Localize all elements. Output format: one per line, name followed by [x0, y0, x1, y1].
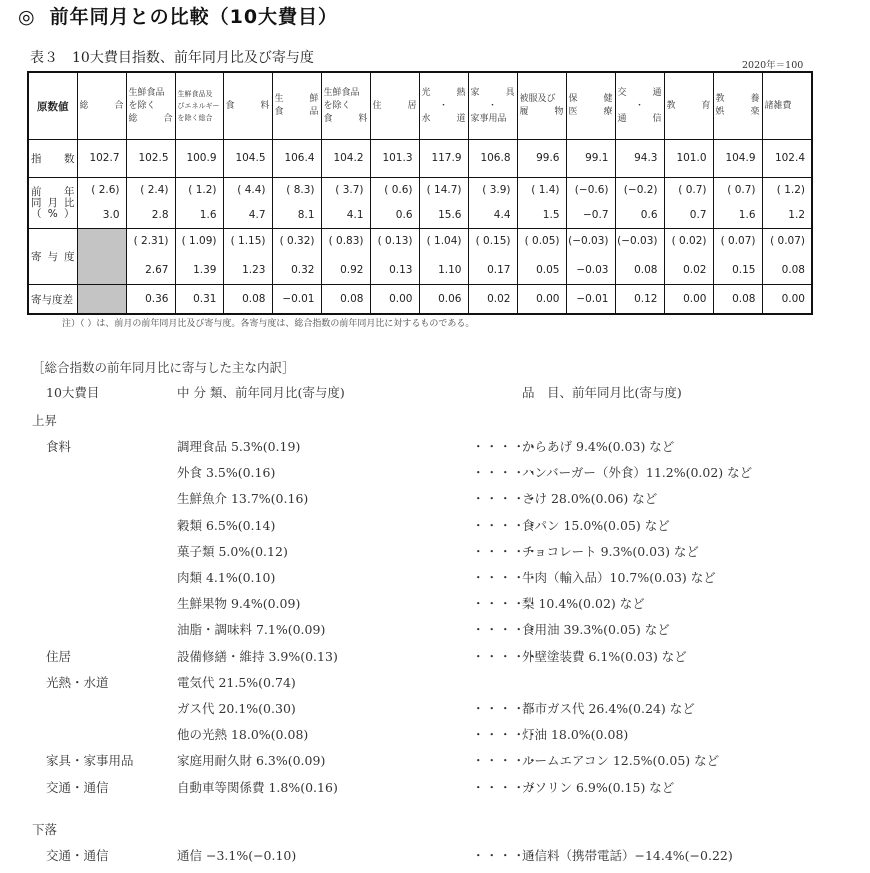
blank-cell	[77, 229, 126, 285]
contrib-diff-value: 0.12	[634, 293, 658, 305]
item-detail: ハンバーガー（外食）11.2%(0.02) など	[522, 465, 753, 481]
contrib-cell	[664, 229, 713, 285]
index-value: 106.8	[480, 152, 511, 164]
yoy-cell	[175, 178, 223, 229]
contrib-diff-cell	[762, 285, 812, 315]
mid-class-item: 家庭用耐久財 6.3%(0.09)	[177, 753, 326, 769]
item-detail: チョコレート 9.3%(0.03) など	[522, 543, 699, 559]
row-label-contrib: 寄 与 度	[28, 229, 77, 285]
yoy-cell	[468, 178, 517, 229]
contrib-diff-cell	[223, 285, 272, 315]
mid-class-item: 外食 3.5%(0.16)	[177, 465, 276, 481]
column-header-sogo	[77, 72, 126, 140]
mid-class-item: 調理食品 5.3%(0.19)	[177, 439, 301, 454]
yoy-value: 8.1	[297, 209, 315, 221]
contrib-prev-value: ( 0.05)	[524, 235, 560, 247]
contrib-prev-value: ( 0.83)	[328, 235, 364, 247]
contrib-prev-value: ( 0.02)	[671, 235, 707, 247]
item-detail: 通信料（携帯電話）−14.4%(−0.22)	[522, 848, 733, 863]
header-line: を除く	[128, 100, 156, 111]
contrib-diff-cell	[468, 285, 517, 315]
yoy-value: 1.5	[542, 209, 560, 221]
contrib-cell	[713, 229, 762, 285]
contrib-diff-cell	[321, 285, 370, 315]
contrib-value: 0.92	[340, 264, 364, 276]
column-header-clothing	[517, 72, 566, 140]
yoy-cell	[223, 178, 272, 229]
leader-dots: ・・・・・	[472, 465, 540, 481]
col-header-item: 品 目、前年同月比(寄与度)	[522, 385, 682, 400]
yoy-value: 1.6	[199, 209, 217, 221]
index-cell	[664, 140, 713, 178]
mid-class-item: ガス代 20.1%(0.30)	[177, 701, 296, 716]
yoy-prev-value: (−0.6)	[574, 184, 609, 196]
yoy-value: 15.6	[438, 209, 462, 221]
header-line: 生鮮食品及	[177, 90, 213, 98]
category-label: 交通・通信	[46, 779, 109, 795]
header-line: 総 合	[79, 100, 124, 111]
table-caption: 表３ 10大費目指数、前年同月比及び寄与度	[30, 50, 314, 66]
header-line: 生鮮食品	[323, 87, 360, 98]
index-value: 104.9	[725, 152, 756, 164]
header-line: 光 熱	[421, 87, 466, 98]
mid-class-item: 電気代 21.5%(0.74)	[177, 674, 296, 690]
yoy-value: 1.6	[738, 209, 756, 221]
index-cell	[126, 140, 175, 178]
mid-class-item: 通信 −3.1%(−0.10)	[177, 848, 297, 863]
row-label-line: 前 年	[31, 185, 75, 198]
leader-dots: ・・・・・	[472, 727, 540, 743]
leader-dots: ・・・・・	[472, 848, 540, 863]
contrib-diff-value: 0.00	[683, 293, 707, 305]
contrib-cell	[126, 229, 175, 285]
contrib-value: 2.67	[145, 264, 169, 276]
index-cell	[517, 140, 566, 178]
section-heading	[18, 2, 338, 29]
item-detail: ルームエアコン 12.5%(0.05) など	[522, 753, 720, 769]
column-header-education	[664, 72, 713, 140]
yoy-prev-value: ( 8.3)	[286, 184, 315, 196]
index-value: 106.4	[284, 152, 315, 164]
header-line: を除く総合	[177, 114, 213, 122]
row-label-index: 指 数	[28, 140, 77, 178]
contrib-diff-cell	[517, 285, 566, 315]
header-line: 住 居	[372, 100, 417, 111]
contrib-prev-value: ( 0.13)	[377, 235, 413, 247]
yoy-prev-value: ( 1.2)	[188, 184, 217, 196]
index-table	[27, 71, 813, 315]
index-cell	[468, 140, 517, 178]
mid-class-item: 設備修繕・維持 3.9%(0.13)	[177, 648, 338, 664]
header-line: 被服及び	[519, 94, 556, 104]
contrib-cell	[321, 229, 370, 285]
yoy-value: 0.6	[395, 209, 413, 221]
contrib-cell	[517, 229, 566, 285]
contrib-value: 1.39	[193, 264, 217, 276]
row-label-line: 同 月 比	[31, 196, 75, 209]
item-detail: 食パン 15.0%(0.05) など	[522, 517, 670, 533]
contrib-prev-value: ( 2.31)	[133, 235, 169, 247]
yoy-cell	[77, 178, 126, 229]
index-value: 117.9	[431, 152, 462, 164]
yoy-cell	[615, 178, 664, 229]
contrib-cell	[566, 229, 615, 285]
column-header-food_ex_fresh	[321, 72, 370, 140]
contrib-cell	[615, 229, 664, 285]
yoy-prev-value: ( 3.7)	[335, 184, 364, 196]
index-cell	[77, 140, 126, 178]
contrib-prev-value: ( 1.04)	[426, 235, 462, 247]
index-cell	[272, 140, 321, 178]
blank-cell	[77, 285, 126, 315]
yoy-cell	[517, 178, 566, 229]
yoy-value: 2.8	[151, 209, 169, 221]
contrib-prev-value: (−0.03)	[617, 235, 658, 247]
column-header-housing	[370, 72, 419, 140]
contrib-cell	[468, 229, 517, 285]
header-line: 食 品	[274, 107, 319, 117]
yoy-value: 4.1	[346, 209, 364, 221]
item-detail: からあげ 9.4%(0.03) など	[522, 439, 675, 454]
leader-dots: ・・・・・	[472, 543, 540, 559]
index-value: 104.2	[333, 152, 364, 164]
index-cell	[615, 140, 664, 178]
contrib-diff-value: −0.01	[282, 293, 315, 305]
yoy-value: 4.4	[493, 209, 511, 221]
leader-dots: ・・・・・	[472, 622, 540, 638]
contrib-diff-value: 0.31	[193, 293, 217, 305]
yoy-cell	[762, 178, 812, 229]
yoy-value: 4.7	[248, 209, 266, 221]
yoy-prev-value: ( 14.7)	[426, 184, 462, 196]
leader-dots: ・・・・・	[472, 701, 540, 716]
contrib-value: 0.17	[487, 264, 511, 276]
contrib-cell	[419, 229, 468, 285]
column-header-misc	[762, 72, 812, 140]
mid-class-item: 菓子類 5.0%(0.12)	[177, 543, 288, 559]
index-cell	[713, 140, 762, 178]
yoy-cell	[370, 178, 419, 229]
header-line: ・	[487, 100, 497, 111]
contrib-diff-cell	[126, 285, 175, 315]
contrib-diff-value	[78, 285, 120, 313]
item-detail: 梨 10.4%(0.02) など	[522, 596, 645, 612]
leader-dots: ・・・・・	[472, 779, 540, 795]
contrib-value: 0.13	[389, 264, 413, 276]
yoy-value: −0.7	[583, 209, 609, 221]
row-label-line: （ % ）	[31, 207, 75, 220]
index-value: 99.6	[536, 152, 560, 164]
leader-dots: ・・・・・	[472, 517, 540, 533]
header-line: 教 育	[666, 100, 711, 111]
index-value: 99.1	[585, 152, 609, 164]
category-label: 住居	[46, 648, 72, 664]
header-line: 水 道	[421, 113, 466, 124]
contrib-diff-value: 0.06	[438, 293, 462, 305]
index-cell	[566, 140, 615, 178]
contrib-diff-value: 0.00	[781, 293, 805, 305]
header-line: 医 療	[568, 107, 613, 117]
header-line: 娯 楽	[715, 107, 760, 117]
header-line: を除く	[323, 100, 351, 111]
index-cell	[370, 140, 419, 178]
leader-dots: ・・・・・	[472, 570, 540, 585]
yoy-cell	[566, 178, 615, 229]
contrib-diff-cell	[419, 285, 468, 315]
header-line: 食 料	[323, 113, 368, 124]
corner-label: 原数値	[28, 72, 77, 140]
rise-label: 上昇	[32, 413, 58, 428]
table-footnote: 注）（ ）は、前月の前年同月比及び寄与度。各寄与度は、総合指数の前年同月比に対するものである。	[62, 319, 475, 329]
column-header-food	[223, 72, 272, 140]
contrib-value: 0.05	[536, 264, 560, 276]
column-header-transport	[615, 72, 664, 140]
contrib-diff-value: 0.08	[732, 293, 756, 305]
contrib-diff-value: 0.00	[389, 293, 413, 305]
header-line: 教 養	[715, 94, 760, 104]
contrib-value: 0.02	[683, 264, 707, 276]
row-label-contrib-diff: 寄与度差	[28, 285, 77, 315]
contrib-value: 1.23	[242, 264, 266, 276]
contrib-value: 0.08	[634, 264, 658, 276]
index-value: 101.0	[676, 152, 707, 164]
contrib-cell	[223, 229, 272, 285]
contrib-diff-cell	[175, 285, 223, 315]
mid-class-item: 穀類 6.5%(0.14)	[177, 517, 276, 533]
index-cell	[321, 140, 370, 178]
yoy-prev-value: ( 3.9)	[482, 184, 511, 196]
contrib-cell	[272, 229, 321, 285]
item-detail: 灯油 18.0%(0.08)	[522, 727, 629, 743]
leader-dots: ・・・・・	[472, 596, 540, 612]
index-value: 102.4	[774, 152, 805, 164]
contrib-diff-cell	[664, 285, 713, 315]
col-header-mid-class: 中 分 類、前年同月比(寄与度)	[177, 385, 345, 400]
contrib-diff-cell	[615, 285, 664, 315]
index-value: 104.5	[235, 152, 266, 164]
yoy-prev-value: ( 1.4)	[531, 184, 560, 196]
yoy-prev-value: ( 0.7)	[678, 184, 707, 196]
header-line: 生 鮮	[274, 94, 319, 104]
yoy-prev-value: ( 0.6)	[384, 184, 413, 196]
breakdown-title: ［総合指数の前年同月比に寄与した主な内訳］	[32, 360, 295, 375]
index-cell	[762, 140, 812, 178]
contrib-diff-value: 0.08	[340, 293, 364, 305]
contrib-diff-cell	[713, 285, 762, 315]
item-detail: 外壁塗装費 6.1%(0.03) など	[522, 648, 687, 664]
contrib-value: 0.32	[291, 264, 315, 276]
col-header-category: 10大費目	[46, 385, 100, 400]
yoy-prev-value: ( 2.4)	[140, 184, 169, 196]
header-line: 総 合	[128, 113, 173, 124]
index-cell	[175, 140, 223, 178]
contrib-value: 1.10	[438, 264, 462, 276]
contrib-diff-cell	[370, 285, 419, 315]
contrib-value: 0.15	[732, 264, 756, 276]
column-header-sogo_ex_fresh	[126, 72, 175, 140]
contrib-prev-value: ( 1.15)	[230, 235, 266, 247]
header-line: 履 物	[519, 107, 564, 117]
yoy-value: 3.0	[102, 209, 120, 221]
yoy-value: 0.6	[640, 209, 658, 221]
header-line: ・	[438, 100, 448, 111]
yoy-cell	[713, 178, 762, 229]
fall-label: 下落	[32, 822, 58, 837]
contrib-diff-value: −0.01	[576, 293, 609, 305]
index-value: 94.3	[634, 152, 658, 164]
category-label: 家具・家事用品	[46, 753, 134, 769]
contrib-prev-value: ( 0.15)	[475, 235, 511, 247]
header-line: ・	[634, 100, 644, 111]
contrib-diff-value: 0.36	[145, 293, 169, 305]
category-label: 交通・通信	[46, 848, 109, 863]
header-line: 諸雑費	[764, 100, 792, 111]
leader-dots: ・・・・・	[472, 648, 540, 664]
index-value: 102.5	[138, 152, 169, 164]
item-detail: 都市ガス代 26.4%(0.24) など	[522, 701, 695, 716]
leader-dots: ・・・・・	[472, 439, 540, 454]
mid-class-item: 肉類 4.1%(0.10)	[177, 570, 276, 585]
header-line: 食 料	[225, 100, 270, 111]
contrib-value: −0.03	[576, 264, 609, 276]
header-line: 交 通	[617, 87, 662, 98]
item-detail: 食用油 39.3%(0.05) など	[522, 622, 670, 638]
header-line: 家事用品	[470, 113, 507, 124]
contrib-diff-cell	[566, 285, 615, 315]
column-header-furniture	[468, 72, 517, 140]
yoy-prev-value: ( 1.2)	[776, 184, 805, 196]
yoy-cell	[419, 178, 468, 229]
yoy-cell	[272, 178, 321, 229]
category-label: 光熱・水道	[46, 674, 109, 690]
contrib-diff-value: 0.02	[487, 293, 511, 305]
column-header-sogo_ex_fresh_energy	[175, 72, 223, 140]
contrib-value: 0.08	[781, 264, 805, 276]
header-line: びエネルギー	[177, 102, 220, 110]
mid-class-item: 他の光熱 18.0%(0.08)	[177, 727, 309, 743]
contrib-cell	[175, 229, 223, 285]
leader-dots: ・・・・・	[472, 753, 540, 769]
base-year-note: 2020年＝100	[742, 60, 804, 71]
mid-class-item: 生鮮魚介 13.7%(0.16)	[177, 491, 309, 507]
index-cell	[223, 140, 272, 178]
leader-dots: ・・・・・	[472, 491, 540, 507]
contrib-prev-value	[78, 230, 120, 255]
contrib-diff-cell	[272, 285, 321, 315]
column-header-utilities	[419, 72, 468, 140]
yoy-value: 0.7	[689, 209, 707, 221]
contrib-diff-value: 0.00	[536, 293, 560, 305]
yoy-prev-value: ( 2.6)	[91, 184, 120, 196]
header-line: 通 信	[617, 113, 662, 124]
yoy-cell	[664, 178, 713, 229]
contrib-cell	[370, 229, 419, 285]
index-value: 102.7	[89, 152, 120, 164]
category-label: 食料	[46, 439, 72, 454]
yoy-cell	[126, 178, 175, 229]
header-line: 家 具	[470, 87, 515, 98]
item-detail: ガソリン 6.9%(0.15) など	[522, 779, 675, 795]
index-value: 100.9	[186, 152, 217, 164]
item-detail: さけ 28.0%(0.06) など	[522, 491, 658, 507]
contrib-cell	[762, 229, 812, 285]
yoy-prev-value: (−0.2)	[623, 184, 658, 196]
mid-class-item: 油脂・調味料 7.1%(0.09)	[177, 622, 326, 638]
double-circle-icon: ◎	[18, 6, 36, 28]
header-line: 生鮮食品	[128, 87, 165, 98]
contrib-prev-value: ( 0.32)	[279, 235, 315, 247]
row-label-yoy	[28, 178, 77, 229]
contrib-prev-value: (−0.03)	[568, 235, 609, 247]
yoy-value: 1.2	[788, 209, 805, 221]
item-detail: 牛肉（輸入品）10.7%(0.03) など	[522, 570, 716, 585]
section-title: 前年同月との比較（10大費目）	[49, 6, 339, 28]
index-cell	[419, 140, 468, 178]
yoy-prev-value: ( 4.4)	[237, 184, 266, 196]
index-value: 101.3	[382, 152, 413, 164]
mid-class-item: 生鮮果物 9.4%(0.09)	[177, 596, 301, 612]
yoy-cell	[321, 178, 370, 229]
contrib-prev-value: ( 0.07)	[720, 235, 756, 247]
contrib-prev-value: ( 1.09)	[181, 235, 217, 247]
contrib-diff-value: 0.08	[242, 293, 266, 305]
contrib-prev-value: ( 0.07)	[770, 235, 805, 247]
header-line: 保 健	[568, 94, 613, 104]
column-header-fresh_food	[272, 72, 321, 140]
mid-class-item: 自動車等関係費 1.8%(0.16)	[177, 779, 338, 795]
column-header-medical	[566, 72, 615, 140]
column-header-culture	[713, 72, 762, 140]
yoy-prev-value: ( 0.7)	[727, 184, 756, 196]
contrib-value	[78, 255, 120, 283]
